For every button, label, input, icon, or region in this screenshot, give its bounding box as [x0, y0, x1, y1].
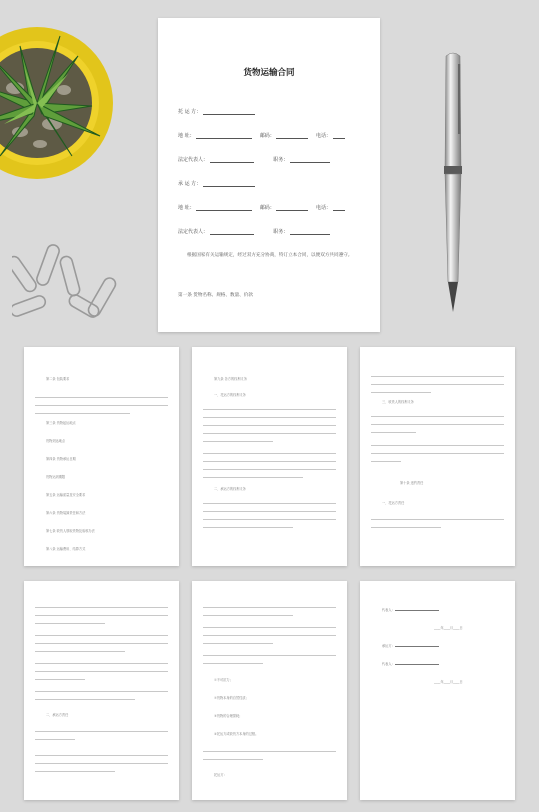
page-6	[192, 581, 347, 800]
page-7	[360, 581, 515, 800]
text-line	[371, 432, 416, 433]
carrier-position-field[interactable]	[290, 229, 330, 235]
carrier-label: 承 运 方：	[178, 181, 202, 187]
party-fault-item: ④托运方或收货方本身的过错。	[214, 732, 259, 736]
phone-label: 电话：	[315, 133, 331, 139]
text-line	[203, 607, 336, 608]
shipper-liability-heading: 一、托运方责任	[382, 501, 405, 505]
date-line: ____年____月____日	[434, 626, 463, 630]
consignee-rights-heading: 三、收货人的权利义务	[382, 400, 414, 404]
text-line	[203, 527, 293, 528]
article-one-heading: 第一条 货物名称、规格、数量、价款	[178, 293, 253, 298]
text-line	[371, 392, 431, 393]
text-line	[35, 607, 168, 608]
text-line	[203, 615, 293, 616]
text-line	[203, 453, 336, 454]
shipper-legal-rep-row	[178, 156, 330, 163]
carrier-postcode-field[interactable]	[276, 205, 308, 211]
representative-label: 代表人：	[382, 661, 439, 666]
shipper-row	[178, 108, 255, 115]
date-line: ____年____月____日	[434, 680, 463, 684]
text-line	[35, 771, 115, 772]
text-line	[371, 519, 504, 520]
text-line	[203, 663, 263, 664]
text-line	[371, 453, 504, 454]
carrier-field[interactable]	[203, 181, 255, 187]
delivery-period-label: 货物运到期限	[46, 475, 66, 479]
article-3-heading: 第三条 货物起运地点	[46, 421, 76, 425]
legal-rep-label: 法定代表人：	[178, 229, 209, 235]
text-line	[203, 425, 336, 426]
text-line	[203, 441, 273, 442]
text-line	[35, 663, 168, 664]
reasonable-loss-item: ③货物的合理损耗；	[214, 714, 243, 718]
carrier-row	[178, 180, 255, 187]
text-line	[371, 376, 504, 377]
postcode-label: 邮码：	[259, 133, 275, 139]
position-label: 职务：	[273, 157, 289, 163]
text-line	[35, 405, 168, 406]
article-2-heading: 第二条 包装要求	[46, 377, 70, 381]
article-8-heading: 第八条 运输费用、结算方式	[46, 547, 86, 551]
text-line	[203, 503, 336, 504]
text-line	[203, 511, 336, 512]
carrier-phone-field[interactable]	[333, 205, 345, 211]
text-line	[371, 445, 504, 446]
signature-field[interactable]	[395, 607, 439, 611]
carrier-legal-rep-field[interactable]	[210, 229, 254, 235]
text-line	[35, 755, 168, 756]
shipper-label: 托 运 方：	[178, 109, 202, 115]
text-line	[35, 643, 168, 644]
carrier-signature-label: 承运方：	[382, 643, 439, 648]
shipper-phone-field[interactable]	[333, 133, 345, 139]
text-line	[35, 671, 168, 672]
signature-field[interactable]	[395, 661, 439, 665]
text-line	[35, 651, 125, 652]
text-line	[203, 409, 336, 410]
text-line	[371, 461, 401, 462]
text-line	[203, 519, 336, 520]
text-line	[371, 527, 441, 528]
text-line	[35, 763, 168, 764]
article-4-heading: 第四条 货物承运日期	[46, 457, 76, 461]
shipper-address-row	[178, 132, 345, 139]
text-line	[35, 699, 135, 700]
text-line	[35, 615, 168, 616]
text-line	[371, 424, 504, 425]
address-label: 地 址：	[178, 205, 195, 211]
text-line	[203, 461, 336, 462]
page-4	[360, 347, 515, 566]
page-2	[24, 347, 179, 566]
shipper-rights-heading: 一、托运方的权利义务	[214, 393, 246, 397]
succulent-plant-icon	[0, 26, 115, 181]
shipper-postcode-field[interactable]	[276, 133, 308, 139]
article-6-heading: 第六条 货物装卸责任和方法	[46, 511, 86, 515]
page-3	[192, 347, 347, 566]
representative-label: 代表人：	[382, 607, 439, 612]
carrier-liability-heading: 二、承运方责任	[46, 713, 69, 717]
carrier-legal-rep-row	[178, 228, 330, 235]
text-line	[35, 623, 105, 624]
text-line	[203, 477, 303, 478]
legal-rep-label: 法定代表人：	[178, 157, 209, 163]
intro-paragraph: 根据国家有关运输规定，经过双方充分协商，特订立本合同，以便双方共同遵守。	[187, 253, 353, 258]
text-line	[203, 751, 336, 752]
address-label: 地 址：	[178, 133, 195, 139]
signature-field[interactable]	[395, 643, 439, 647]
text-line	[35, 739, 75, 740]
phone-label: 电话：	[315, 205, 331, 211]
carrier-rights-heading: 二、承运方的权利义务	[214, 487, 246, 491]
pen-decoration	[438, 50, 468, 320]
text-line	[35, 397, 168, 398]
force-majeure-item: ①不可抗力；	[214, 678, 233, 682]
text-line	[371, 416, 504, 417]
natural-property-item: ②货物本身的自然性质；	[214, 696, 249, 700]
paper-clips-decoration	[12, 236, 127, 326]
article-9-heading: 第九条 各方的权利义务	[214, 377, 247, 381]
article-10-heading: 第十条 违约责任	[400, 481, 424, 485]
text-line	[35, 413, 130, 414]
text-line	[203, 643, 273, 644]
text-line	[203, 655, 336, 656]
text-line	[35, 635, 168, 636]
shipper-address-field[interactable]	[196, 133, 252, 139]
position-label: 职务：	[273, 229, 289, 235]
page-5	[24, 581, 179, 800]
paper-clip-icon	[12, 236, 127, 326]
text-line	[203, 417, 336, 418]
plant-pot-decoration	[0, 26, 115, 181]
text-line	[35, 679, 85, 680]
text-line	[203, 469, 336, 470]
article-5-heading: 第五条 运输质量及安全要求	[46, 493, 86, 497]
text-line	[203, 759, 263, 760]
shipper-legal-rep-field[interactable]	[210, 157, 254, 163]
cover-page	[158, 18, 380, 332]
shipper-position-field[interactable]	[290, 157, 330, 163]
carrier-address-field[interactable]	[196, 205, 252, 211]
text-line	[35, 691, 168, 692]
postcode-label: 邮码：	[259, 205, 275, 211]
text-line	[203, 627, 336, 628]
article-7-heading: 第七条 收货人领取货物及验收办法	[46, 529, 95, 533]
carrier-address-row	[178, 204, 345, 211]
text-line	[203, 433, 336, 434]
text-line	[35, 731, 168, 732]
shipper-signature-label: 托运方：	[214, 773, 227, 777]
shipper-field[interactable]	[203, 109, 255, 115]
text-line	[371, 384, 504, 385]
contract-title: 货物运输合同	[243, 68, 295, 78]
text-line	[203, 635, 336, 636]
pen-icon	[438, 50, 468, 320]
destination-label: 货物到达地点	[46, 439, 66, 443]
